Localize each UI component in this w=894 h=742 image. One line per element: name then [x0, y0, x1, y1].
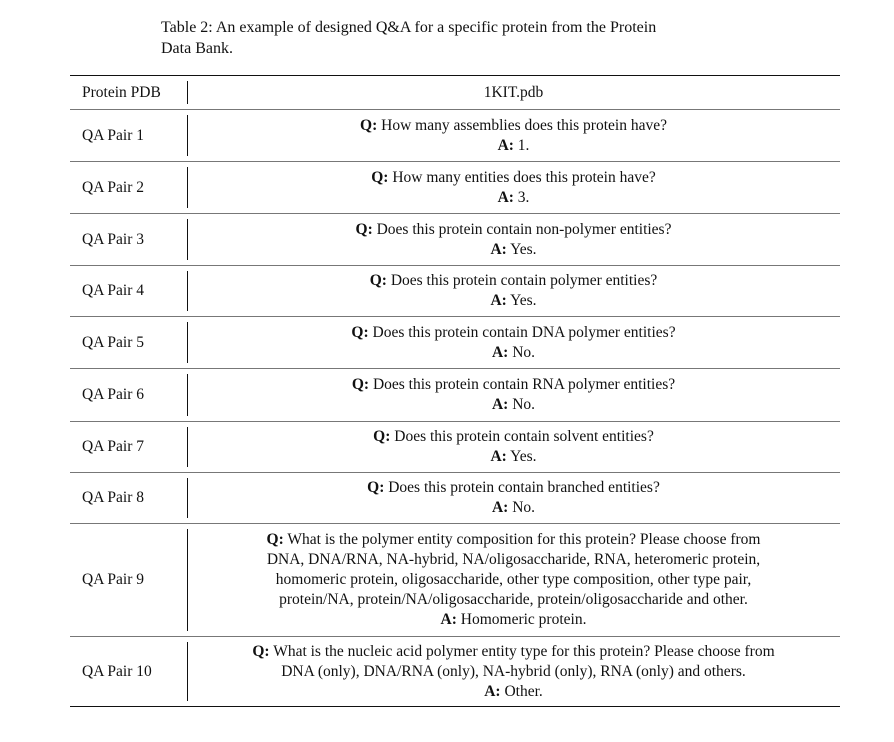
qa-content-cell: [187, 110, 840, 162]
question-text: How many assemblies does this protein have?: [381, 116, 667, 134]
question-text: protein/NA, protein/NA/oligosaccharide, protein/oligosaccharide and other.: [279, 591, 748, 608]
answer-label: A:: [491, 396, 509, 413]
table-row: [70, 317, 840, 369]
answer-text: Yes.: [510, 240, 537, 258]
table-row: [70, 214, 840, 266]
question-text: Does this protein contain non-polymer entities?: [376, 220, 672, 238]
qa-content-cell: [187, 422, 840, 473]
question-label: Q:: [252, 642, 270, 660]
question-text: homomeric protein, oligosaccharide, other type composition, other type pair,: [275, 571, 752, 588]
qa-table-container: [70, 75, 840, 707]
qa-pair-label: QA Pair 3: [70, 214, 187, 266]
qa-pair-label: QA Pair 1: [70, 110, 187, 162]
question-text: What is the nucleic acid polymer entity type for this protein? Please choose from: [273, 642, 775, 660]
answer-text: No.: [512, 499, 536, 516]
question-label: Q:: [355, 220, 373, 238]
header-key-cell: Protein PDB: [70, 76, 187, 110]
table-row: [70, 524, 840, 637]
question-line: [195, 590, 832, 610]
question-text: Does this protein contain branched entities?: [388, 479, 660, 496]
question-text: Does this protein contain DNA polymer entities?: [372, 323, 676, 341]
question-label: Q:: [351, 323, 369, 341]
table-header-row: [70, 76, 840, 110]
answer-label: A:: [484, 682, 501, 700]
qa-pair-label: QA Pair 9: [70, 524, 187, 637]
answer-line: [195, 136, 832, 156]
question-line: [195, 168, 832, 188]
question-line: [195, 323, 832, 343]
answer-text: Yes.: [510, 448, 537, 465]
table-row: [70, 162, 840, 214]
question-text: DNA (only), DNA/RNA (only), NA-hybrid (only), RNA (only) and others.: [281, 662, 746, 680]
table-caption: [161, 17, 781, 59]
answer-text: 1.: [517, 136, 530, 154]
table-row: [70, 473, 840, 524]
question-line: [195, 642, 832, 662]
answer-label: A:: [440, 611, 457, 628]
question-text: DNA, DNA/RNA, NA-hybrid, NA/oligosaccharide, RNA, heteromeric protein,: [266, 551, 761, 568]
qa-content-cell: [187, 637, 840, 707]
qa-pair-label: QA Pair 2: [70, 162, 187, 214]
question-line: [195, 478, 832, 498]
question-label: Q:: [266, 531, 284, 548]
qa-content-cell: [187, 473, 840, 524]
question-label: Q:: [371, 168, 389, 186]
answer-line: [195, 240, 832, 260]
question-line: [195, 570, 832, 590]
question-label: Q:: [351, 376, 370, 393]
answer-text: No.: [512, 343, 536, 361]
qa-pair-label: QA Pair 10: [70, 637, 187, 707]
answer-text: Other.: [504, 682, 543, 700]
question-label: Q:: [373, 428, 391, 445]
answer-text: Yes.: [510, 292, 537, 309]
answer-line: [195, 498, 832, 518]
qa-pair-label: QA Pair 4: [70, 266, 187, 317]
qa-content-cell: [187, 369, 840, 422]
answer-line: [195, 682, 832, 702]
table-row: [70, 422, 840, 473]
question-line: [195, 427, 832, 447]
qa-content-cell: [187, 162, 840, 214]
answer-text: No.: [512, 396, 536, 413]
caption-line-2: Data Bank.: [161, 40, 233, 57]
qa-pair-label: QA Pair 8: [70, 473, 187, 524]
question-line: [195, 550, 832, 570]
table-row: [70, 369, 840, 422]
question-line: [195, 662, 832, 682]
question-label: Q:: [367, 479, 385, 496]
answer-label: A:: [497, 188, 514, 206]
question-line: [195, 220, 832, 240]
qa-pair-label: QA Pair 5: [70, 317, 187, 369]
answer-label: A:: [491, 499, 509, 516]
answer-text: 3.: [517, 188, 530, 206]
answer-label: A:: [490, 240, 507, 258]
caption-line-1: Table 2: An example of designed Q&A for a specific protein from the Protein: [161, 19, 657, 36]
question-text: Does this protein contain polymer entities?: [390, 272, 658, 289]
question-text: What is the polymer entity composition for this protein? Please choose from: [287, 531, 761, 548]
qa-content-cell: [187, 214, 840, 266]
answer-line: [195, 343, 832, 363]
table-row: [70, 266, 840, 317]
table-row: [70, 637, 840, 707]
answer-label: A:: [490, 448, 507, 465]
question-line: [195, 271, 832, 291]
qa-content-cell: [187, 524, 840, 637]
answer-line: [195, 291, 832, 311]
answer-line: [195, 188, 832, 208]
answer-line: [195, 395, 832, 415]
question-label: Q:: [360, 116, 378, 134]
question-line: [195, 530, 832, 550]
answer-line: [195, 447, 832, 467]
question-label: Q:: [369, 272, 387, 289]
question-text: How many entities does this protein have?: [392, 168, 656, 186]
header-value-cell: 1KIT.pdb: [187, 76, 840, 110]
question-line: [195, 375, 832, 395]
qa-content-cell: [187, 266, 840, 317]
question-text: Does this protein contain RNA polymer entities?: [372, 376, 676, 393]
answer-label: A:: [491, 343, 509, 361]
qa-table: [70, 75, 840, 707]
question-text: Does this protein contain solvent entities?: [394, 428, 654, 445]
qa-pair-label: QA Pair 6: [70, 369, 187, 422]
qa-content-cell: [187, 317, 840, 369]
qa-pair-label: QA Pair 7: [70, 422, 187, 473]
answer-label: A:: [490, 292, 507, 309]
answer-label: A:: [497, 136, 514, 154]
answer-line: [195, 610, 832, 630]
answer-text: Homomeric protein.: [460, 611, 587, 628]
question-line: [195, 116, 832, 136]
table-row: [70, 110, 840, 162]
